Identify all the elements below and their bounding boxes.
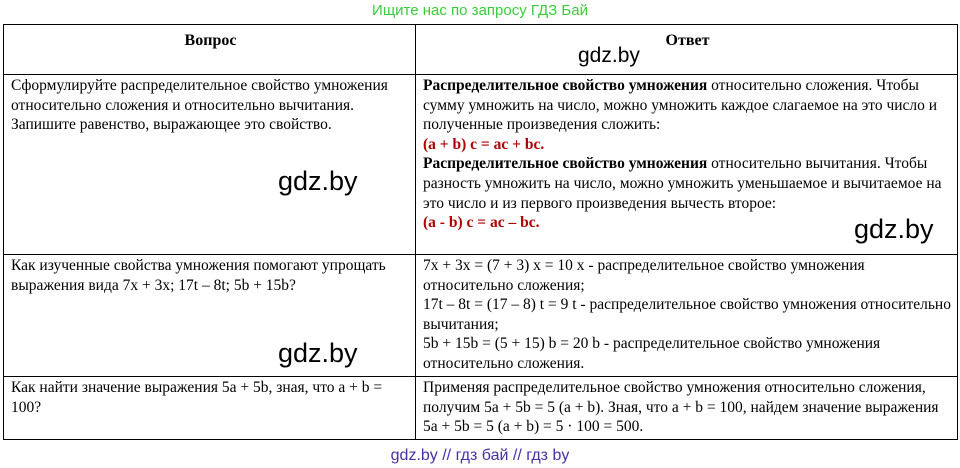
answer-line: 17t – 8t = (17 – 8) t = 9 t - распределительное свойство умножения относительно вычитания; <box>423 296 951 333</box>
question-cell <box>4 377 416 440</box>
answer-cell <box>416 255 958 377</box>
watermark: gdz.by <box>278 338 358 368</box>
header-row <box>4 25 958 75</box>
answer-bold-term: Распределительное свойство умножения <box>423 155 708 173</box>
question-cell <box>4 255 416 377</box>
answer-line: 5b + 15b = (5 + 15) b = 20 b - распределительное свойство умножения относительно сложения. <box>423 335 881 372</box>
answer-text: Применяя распределительное свойство умножения относительно сложения, получим 5a + 5b = 5 (a + b). Зная, что a + b = 100, найдем значение выражения 5a + 5b = 5 (a + b) = 5 · 100 = 500. <box>423 379 939 436</box>
question-text: Сформулируйте распределительное свойство умножения относительно сложения и относительно вычитания. Запишите равенство, выражающее это свойство. <box>11 77 388 134</box>
question-cell <box>4 75 416 255</box>
watermark: gdz.by <box>578 44 640 67</box>
table-row <box>4 255 958 377</box>
question-text: Как изученные свойства умножения помогают упрощать выражения вида 7x + 3x; 17t – 8t; 5b + 15b? <box>11 257 386 294</box>
bottom-banner[interactable]: gdz.by // гдз бай // гдз by <box>390 447 570 464</box>
header-question: Вопрос <box>4 25 416 75</box>
answer-line: 7x + 3x = (7 + 3) x = 10 x - распределительное свойство умножения относительно сложения; <box>423 257 865 294</box>
formula: (a - b) c = ac – bc. <box>423 214 540 232</box>
watermark: gdz.by <box>854 214 934 244</box>
qa-table <box>3 24 958 440</box>
question-text: Как найти значение выражения 5a + 5b, зная, что a + b = 100? <box>11 379 383 416</box>
watermark: gdz.by <box>278 166 358 196</box>
table-row <box>4 75 958 255</box>
table-row <box>4 377 958 440</box>
formula: (a + b) c = ac + bc. <box>423 135 545 153</box>
answer-cell <box>416 377 958 440</box>
answer-cell <box>416 75 958 255</box>
answer-text: относительно вычитания. Чтобы разность умножить на число, можно умножить уменьшаемое и вычитаемое на это число и из первого произведения вычесть второе: <box>423 155 942 212</box>
header-answer: Ответ <box>416 25 958 75</box>
answer-bold-term: Распределительное свойство умножения <box>423 77 708 94</box>
top-banner[interactable]: Ищите нас по запросу ГДЗ Бай <box>372 2 588 19</box>
answer-text: относительно сложения. Чтобы сумму умножить на число, можно умножить каждое слагаемое на это число и полученные произведения сложить: <box>423 77 938 134</box>
